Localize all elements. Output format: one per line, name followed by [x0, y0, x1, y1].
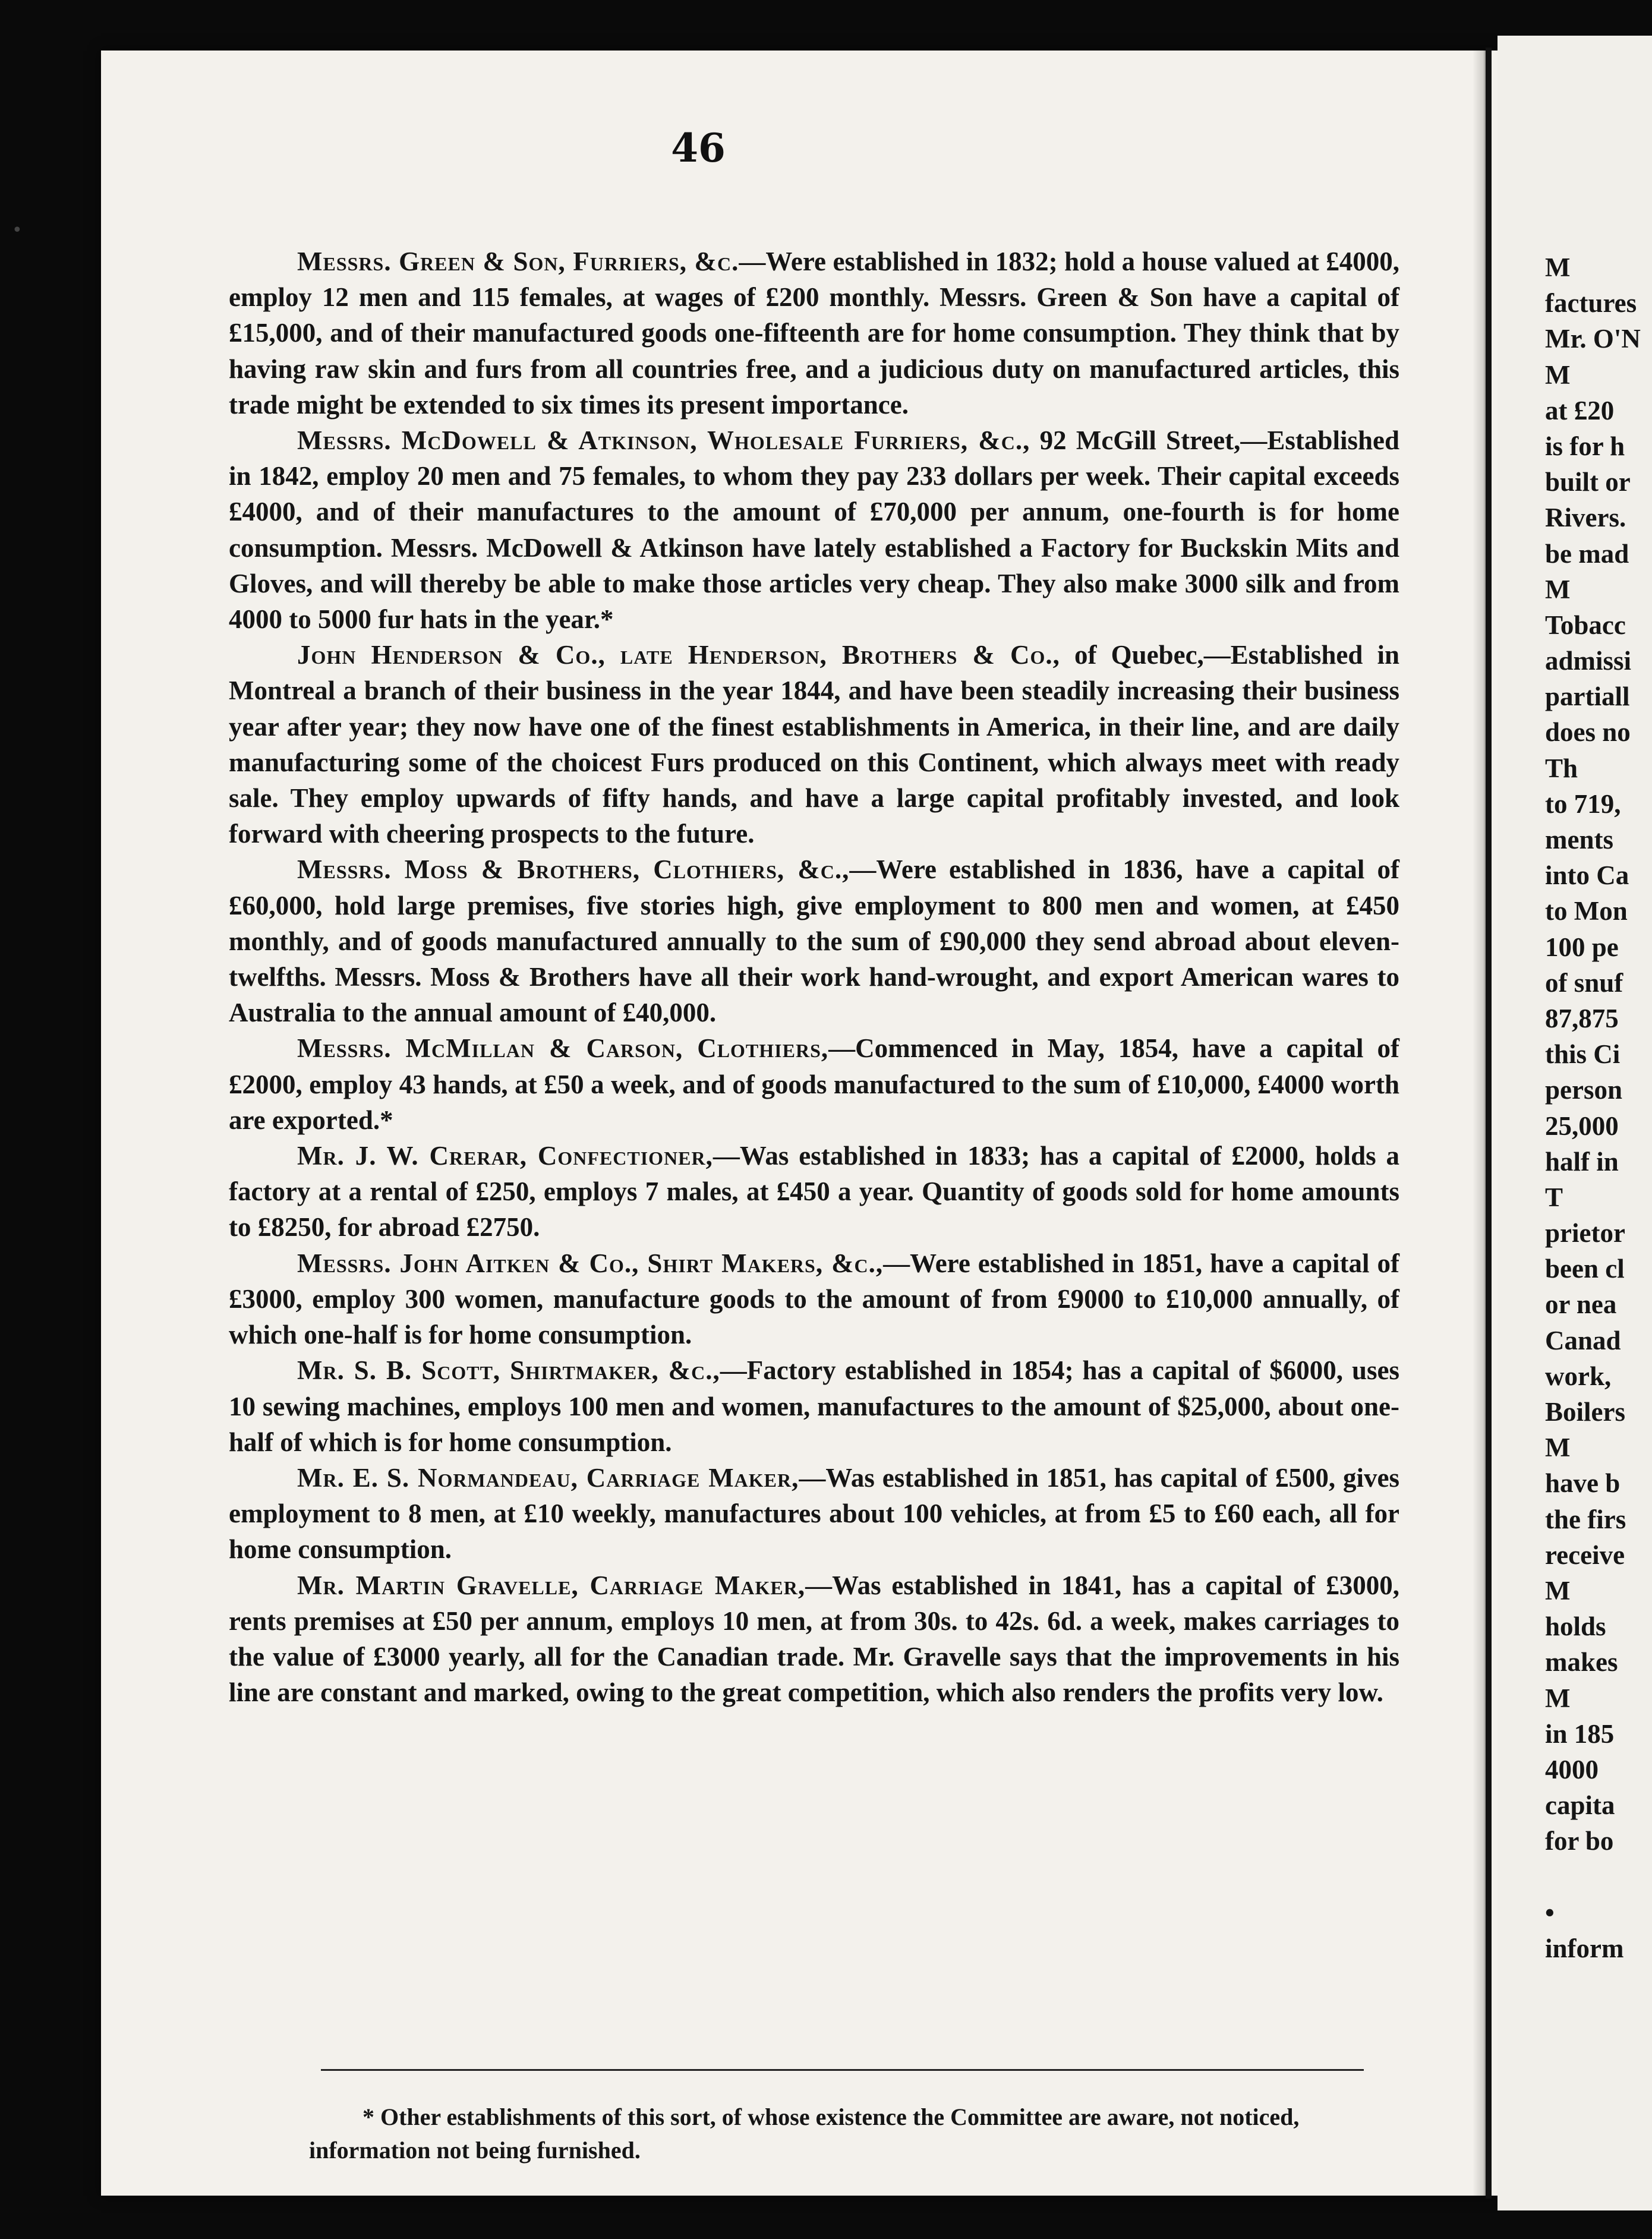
right-page-line: holds	[1545, 1612, 1606, 1642]
right-page-line: M	[1545, 1683, 1571, 1713]
entry	[229, 244, 1399, 422]
right-page-line: prietor	[1545, 1218, 1625, 1248]
right-page-line: Th	[1545, 753, 1578, 783]
entry-text: —Factory established in 1854; has a capital of $6000, uses 10 sewing machines, employs 100 men and women, manufactures to the amount of $25,000, about one-half of which is for home consumption.	[229, 1355, 1399, 1457]
entry	[229, 1245, 1399, 1353]
right-page-line: M	[1545, 1433, 1571, 1463]
body-text	[229, 244, 1399, 1710]
entry-text: —Were established in 1836, have a capital of £60,000, hold large premises, five stories high, give employment to 800 men and women, at £450 monthly, and of goods manufactured annually to the sum of £90,000 they send abroad about eleven-twelfths. Messrs. Moss & Brothers have all their work hand-wrought, and export American wares to Australia to the annual amount of £40,000.	[229, 854, 1400, 1028]
right-page-line: this Ci	[1545, 1039, 1621, 1070]
entry	[229, 1138, 1399, 1245]
right-page-line: the firs	[1545, 1504, 1626, 1534]
entry	[229, 1030, 1399, 1138]
right-page-line: T	[1545, 1182, 1563, 1212]
right-page-line: M	[1545, 253, 1571, 282]
right-page-line: 25,000	[1545, 1111, 1619, 1141]
entry-text: —Commenced in May, 1854, have a capital of £2000, employ 43 hands, at £50 a week, and of goods manufactured to the sum of £10,000, £4000 worth are exported.*	[229, 1033, 1400, 1135]
entry-name: John Henderson & Co., late Henderson, Brothers & Co.,	[297, 640, 1060, 670]
right-page-line: capita	[1545, 1790, 1615, 1821]
footnote: * Other establishments of this sort, of whose existence the Committee are aware, not noticed, information not being furnished.	[309, 2104, 1300, 2164]
entry-name: Mr. S. B. Scott, Shirtmaker, &c.,	[297, 1355, 720, 1386]
right-page-line: Tobacc	[1545, 610, 1626, 640]
page-number: 46	[671, 125, 726, 171]
right-page-line: factures	[1545, 288, 1637, 318]
right-page-line: work,	[1545, 1361, 1612, 1391]
right-page-line: partiall	[1545, 682, 1630, 712]
entry-name: Mr. E. S. Normandeau, Carriage Maker,	[297, 1462, 799, 1493]
right-page-line: to Mon	[1545, 896, 1628, 926]
entry-name: Messrs. McMillan & Carson, Clothiers,	[297, 1033, 829, 1064]
right-page-line: inform	[1545, 1933, 1624, 1963]
right-page-line: built or	[1545, 467, 1631, 497]
entry-name: Messrs. McDowell & Atkinson, Wholesale Furriers, &c.,	[297, 425, 1030, 456]
right-page-fragments	[1545, 250, 1652, 1966]
right-page-line: into Ca	[1545, 860, 1629, 891]
right-page-line: be mad	[1545, 538, 1629, 569]
entry-text: —Were established in 1851, have a capital of £3000, employ 300 women, manufacture goods to the amount of from £9000 to £10,000 annually, of which one-half is for home consumption.	[229, 1248, 1399, 1350]
entry-text: —Was established in 1833; has a capital of £2000, holds a factory at a rental of £250, employs 7 males, at £450 a year. Quantity of goods sold for home amounts to £8250, for abroad £2750.	[229, 1141, 1399, 1243]
entry-text: 92 McGill Street,—Established in 1842, employ 20 men and 75 females, to whom they pay 233 dollars per week. Their capital exceeds £4000, and of their manufactures to the amount of £70,000 per annum, one-fourth is for home consumption. Messrs. McDowell & Atkinson have lately established a Factory for Buckskin Mits and Gloves, and will thereby be able to make those articles very cheap. They also make 3000 silk and from 4000 to 5000 fur hats in the year.*	[229, 425, 1399, 635]
right-page-line: half in	[1545, 1146, 1619, 1177]
right-page-line: M	[1545, 1575, 1571, 1606]
entry	[229, 422, 1399, 637]
right-page-line: does no	[1545, 717, 1631, 748]
footnote-rule	[321, 2069, 1364, 2071]
right-page-line: •	[1545, 1897, 1555, 1928]
right-page-line: 100 pe	[1545, 932, 1619, 962]
right-page-line: of snuf	[1545, 967, 1623, 998]
entry-name: Messrs. Green & Son, Furriers, &c.	[297, 247, 739, 276]
entry-text: —Was established in 1841, has a capital of £3000, rents premises at £50 per annum, employs 10 men, at from 30s. to 42s. 6d. a week, makes carriages to the value of £3000 yearly, all for the Canadian trade. Mr. Gravelle says that the improvements in his line are constant and marked, owing to the great competition, which also renders the profits very low.	[229, 1570, 1400, 1708]
right-page-line: makes	[1545, 1647, 1618, 1677]
entry	[229, 637, 1399, 852]
right-page-line: in 185	[1545, 1718, 1615, 1749]
right-page-line: 87,875	[1545, 1003, 1619, 1033]
right-page-line: Boilers	[1545, 1397, 1625, 1427]
right-page-line: been cl	[1545, 1254, 1625, 1284]
entry	[229, 852, 1399, 1030]
right-page-line: for bo	[1545, 1826, 1614, 1856]
entry-text: —Was established in 1851, has capital of £500, gives employment to 8 men, at £10 weekly, manufactures about 100 vehicles, at from £5 to £60 each, all for home consumption.	[229, 1462, 1399, 1565]
entry-name: Messrs. John Aitken & Co., Shirt Makers, &c.,	[297, 1248, 884, 1278]
right-page-line: to 719,	[1545, 789, 1621, 819]
entry-name: Messrs. Moss & Brothers, Clothiers, &c.,	[297, 854, 850, 885]
right-page-line: 4000	[1545, 1754, 1599, 1784]
right-page-line: at £20	[1545, 395, 1615, 425]
binding-shadow	[1486, 48, 1492, 2199]
right-page-line: have b	[1545, 1468, 1621, 1499]
entry-text: —Were established in 1832; hold a house valued at £4000, employ 12 men and 115 females, at wages of £200 monthly. Messrs. Green & Son have a capital of £15,000, and of their manufactured goods one-fifteenth are for home consumption. They think that by having raw skin and furs from all countries free, and a judicious duty on manufactured articles, this trade might be extended to six times its present importance.	[229, 247, 1399, 420]
right-page-line: M	[1545, 574, 1571, 604]
entry-name: Mr. Martin Gravelle, Carriage Maker,	[297, 1570, 806, 1600]
scan-speck: •	[12, 220, 23, 241]
right-page-line: receive	[1545, 1540, 1625, 1570]
right-page-line: person	[1545, 1075, 1623, 1105]
entry	[229, 1352, 1399, 1460]
right-page-line: admissi	[1545, 646, 1632, 676]
right-page-line: Canad	[1545, 1325, 1621, 1355]
entry-text: of Quebec,—Established in Montreal a branch of their business in the year 1844, and have been steadily increasing their business year after year; they now have one of the finest establishments in America, in their line, and are daily manufacturing some of the choicest Furs produced on this Continent, which always meet with ready sale. They employ upwards of fifty hands, and have a large capital profitably invested, and look forward with cheering prospects to the future.	[229, 640, 1399, 849]
right-page-line: is for h	[1545, 431, 1625, 461]
entry	[229, 1460, 1399, 1568]
right-page-line: or nea	[1545, 1289, 1617, 1320]
right-page-line	[1545, 1859, 1652, 1894]
right-page-line: M	[1545, 359, 1571, 390]
entry-name: Mr. J. W. Crerar, Confectioner,	[297, 1141, 713, 1171]
right-page-line: Mr. O'N	[1545, 324, 1641, 354]
entry	[229, 1568, 1399, 1711]
right-page-line: ments	[1545, 825, 1613, 854]
right-page-line: Rivers.	[1545, 503, 1626, 533]
